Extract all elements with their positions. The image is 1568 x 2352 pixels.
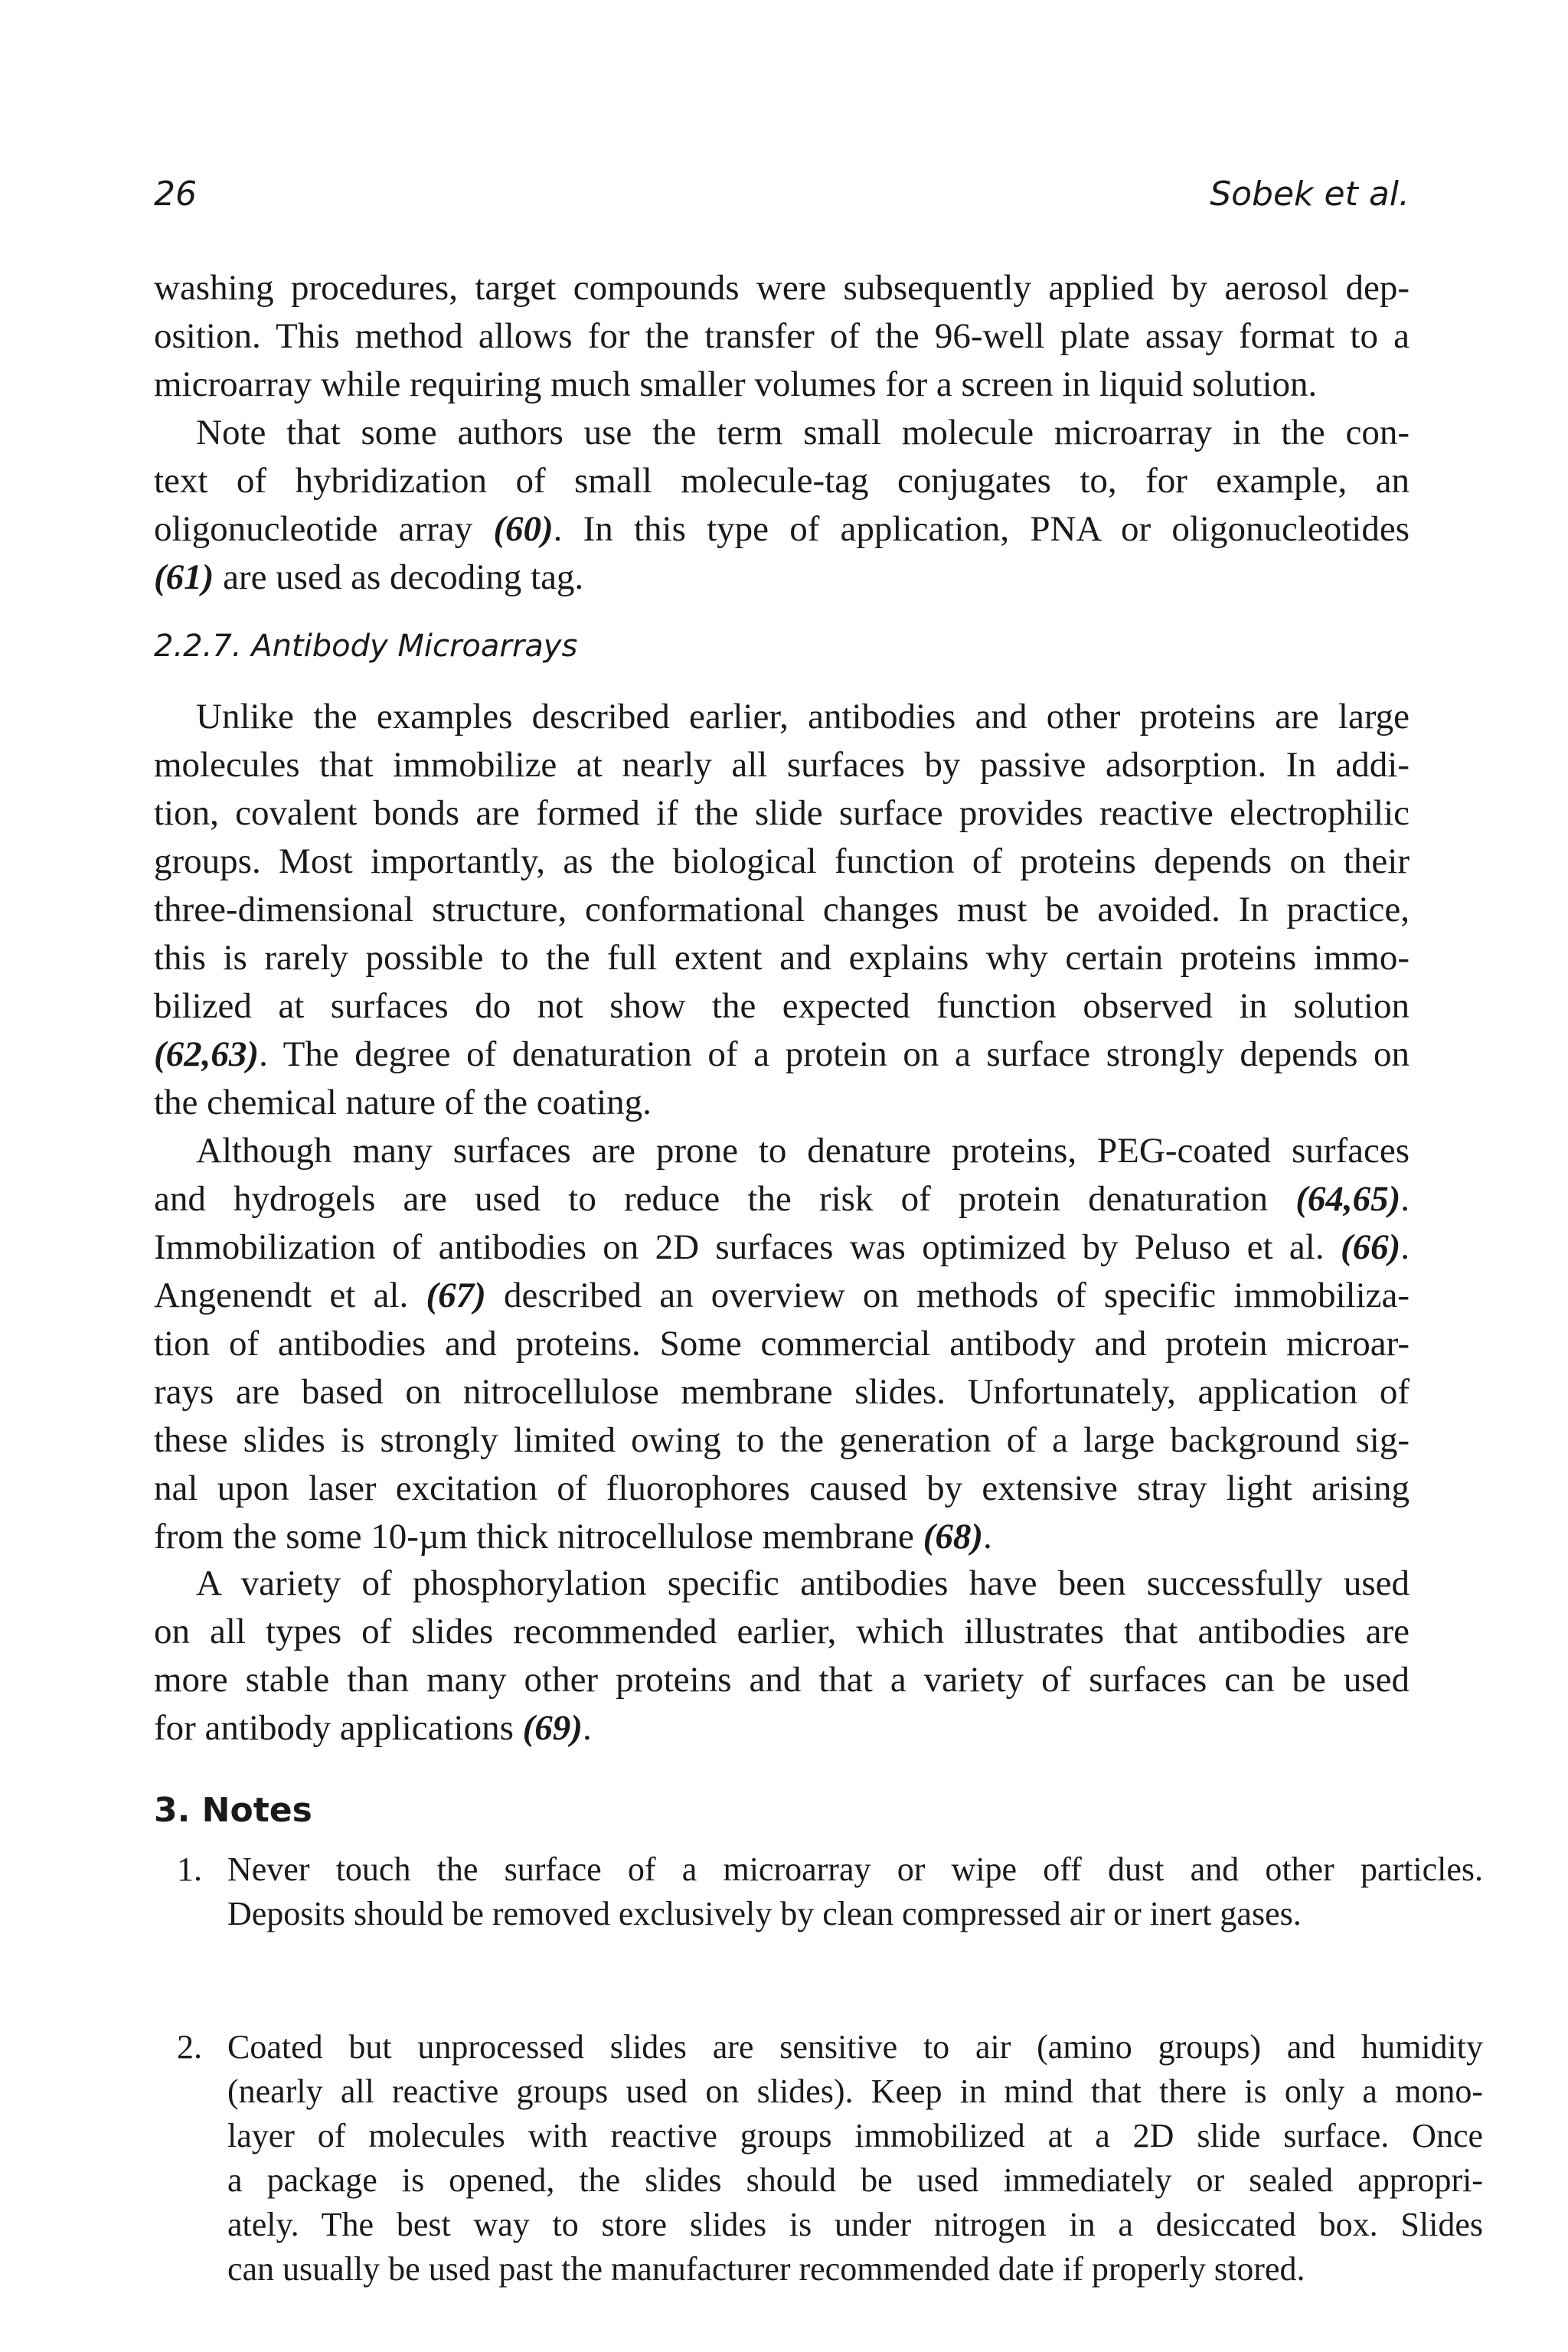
text-segment: the chemical nature of the coating. [154,1083,652,1122]
text-segment: Never touch the surface of a microarray or wipe off dust and other particles. [227,1851,1483,1888]
text-segment: for antibody applications [154,1708,523,1748]
text-segment: more stable than many other proteins and that a variety of surfaces can be used [154,1660,1410,1700]
text-line [227,2203,1483,2247]
text-line [154,1704,1410,1753]
text-segment: microarray while requiring much smaller volumes for a screen in liquid solution. [154,364,1318,404]
text-segment: . [582,1708,592,1748]
text-line [154,264,1410,312]
text-segment: oligonucleotide array [154,509,494,549]
text-segment: . The degree of denaturation of a protein on a surface strongly depends on [259,1034,1410,1074]
text-line [154,409,1410,457]
text-line [154,1223,1410,1272]
text-line [227,2247,1483,2292]
text-line [154,693,1410,741]
text-segment: ately. The best way to store slides is under nitrogen in a desiccated box. Slides [227,2206,1483,2243]
text-line [154,1127,1410,1175]
text-segment: tion, covalent bonds are formed if the slide surface provides reactive electrophilic [154,793,1410,833]
citation-reference: (68) [923,1517,983,1557]
text-line [227,2069,1483,2114]
paragraph [154,693,1410,1127]
text-line [154,1272,1410,1320]
text-segment: described an overview on methods of specific immobiliza- [485,1276,1410,1315]
text-line [154,1513,1410,1561]
note-item [154,2025,1483,2292]
section-subheading: 2.2.7. Antibody Microarrays [154,629,578,664]
text-segment: bilized at surfaces do not show the expected function observed in solution [154,986,1410,1026]
text-segment: a package is opened, the slides should be used immediately or sealed appropri- [227,2161,1483,2199]
paragraph [154,1127,1410,1561]
text-line [154,934,1410,982]
text-segment: nal upon laser excitation of fluorophores caused by extensive stray light arising [154,1468,1410,1508]
text-segment: A variety of phosphorylation specific antibodies have been successfully used [196,1563,1410,1603]
text-line [154,1320,1410,1368]
text-segment: . [1400,1227,1410,1267]
text-line [154,982,1410,1031]
text-line [154,1608,1410,1656]
text-line [154,1175,1410,1223]
note-number: 1. [177,1851,202,1888]
text-segment: layer of molecules with reactive groups immobilized at a 2D slide surface. Once [227,2117,1483,2154]
text-segment: Coated but unprocessed slides are sensitive to air (amino groups) and humidity [227,2028,1483,2066]
text-line [154,457,1410,505]
text-segment: from the some 10-µm thick nitrocellulose membrane [154,1517,923,1557]
text-line [227,2114,1483,2158]
text-segment: washing procedures, target compounds were subsequently applied by aerosol dep- [154,268,1410,308]
text-line [227,2025,1483,2069]
text-line [154,838,1410,886]
text-segment: these slides is strongly limited owing to the generation of a large background sig- [154,1420,1410,1460]
text-line [154,1656,1410,1704]
text-line [154,505,1410,554]
text-segment: Immobilization of antibodies on 2D surfaces was optimized by Peluso et al. [154,1227,1341,1267]
text-line [154,312,1410,361]
text-line [154,554,1410,602]
text-segment: rays are based on nitrocellulose membrane slides. Unfortunately, application of [154,1372,1410,1412]
text-segment: tion of antibodies and proteins. Some commercial antibody and protein microar- [154,1324,1410,1364]
citation-reference: (62,63) [154,1034,260,1074]
citation-reference: (61) [154,557,214,597]
citation-reference: (66) [1340,1227,1401,1267]
text-segment: are used as decoding tag. [214,557,584,597]
text-line [154,1368,1410,1416]
running-head: Sobek et al. [1210,175,1410,214]
text-line [227,2158,1483,2203]
text-segment: on all types of slides recommended earlier, which illustrates that antibodies are [154,1612,1410,1651]
notes-heading: 3. Notes [154,1791,312,1830]
text-segment: groups. Most importantly, as the biological function of proteins depends on their [154,841,1410,881]
text-segment: Although many surfaces are prone to denature proteins, PEG-coated surfaces [196,1131,1410,1171]
paragraph [154,409,1410,602]
text-line [154,1031,1410,1079]
text-line [154,741,1410,789]
text-segment: . [1400,1179,1410,1219]
text-line [227,1892,1483,1936]
text-segment: and hydrogels are used to reduce the risk of protein denaturation [154,1179,1296,1219]
text-line [154,361,1410,409]
text-segment: Unlike the examples described earlier, antibodies and other proteins are large [196,697,1410,737]
note-item [154,1847,1483,1936]
text-line [154,1465,1410,1513]
text-line [154,789,1410,838]
text-segment: Angenendt et al. [154,1276,426,1315]
text-segment: this is rarely possible to the full extent and explains why certain proteins immo- [154,938,1410,978]
text-segment: can usually be used past the manufacturer recommended date if properly stored. [227,2250,1305,2288]
text-line [227,1847,1483,1892]
text-segment: text of hybridization of small molecule-tag conjugates to, for example, an [154,461,1410,501]
text-segment: osition. This method allows for the transfer of the 96-well plate assay format to a [154,316,1410,356]
text-segment: . In this type of application, PNA or oligonucleotides [553,509,1410,549]
citation-reference: (67) [426,1276,486,1315]
text-segment: three-dimensional structure, conformational changes must be avoided. In practice, [154,890,1410,929]
text-line [154,1560,1410,1608]
citation-reference: (69) [522,1708,583,1748]
text-segment: (nearly all reactive groups used on slides). Keep in mind that there is only a mono- [227,2073,1483,2110]
note-number: 2. [177,2028,202,2066]
text-segment: molecules that immobilize at nearly all surfaces by passive adsorption. In addi- [154,745,1410,785]
text-segment: . [982,1517,992,1557]
text-line [154,886,1410,934]
text-segment: Deposits should be removed exclusively by clean compressed air or inert gases. [227,1895,1302,1932]
text-line [154,1416,1410,1465]
citation-reference: (60) [493,509,554,549]
text-segment: Note that some authors use the term small molecule microarray in the con- [196,413,1410,452]
citation-reference: (64,65) [1295,1179,1401,1219]
paragraph [154,264,1410,409]
paragraph [154,1560,1410,1753]
text-line [154,1079,1410,1127]
page-number: 26 [154,175,197,214]
